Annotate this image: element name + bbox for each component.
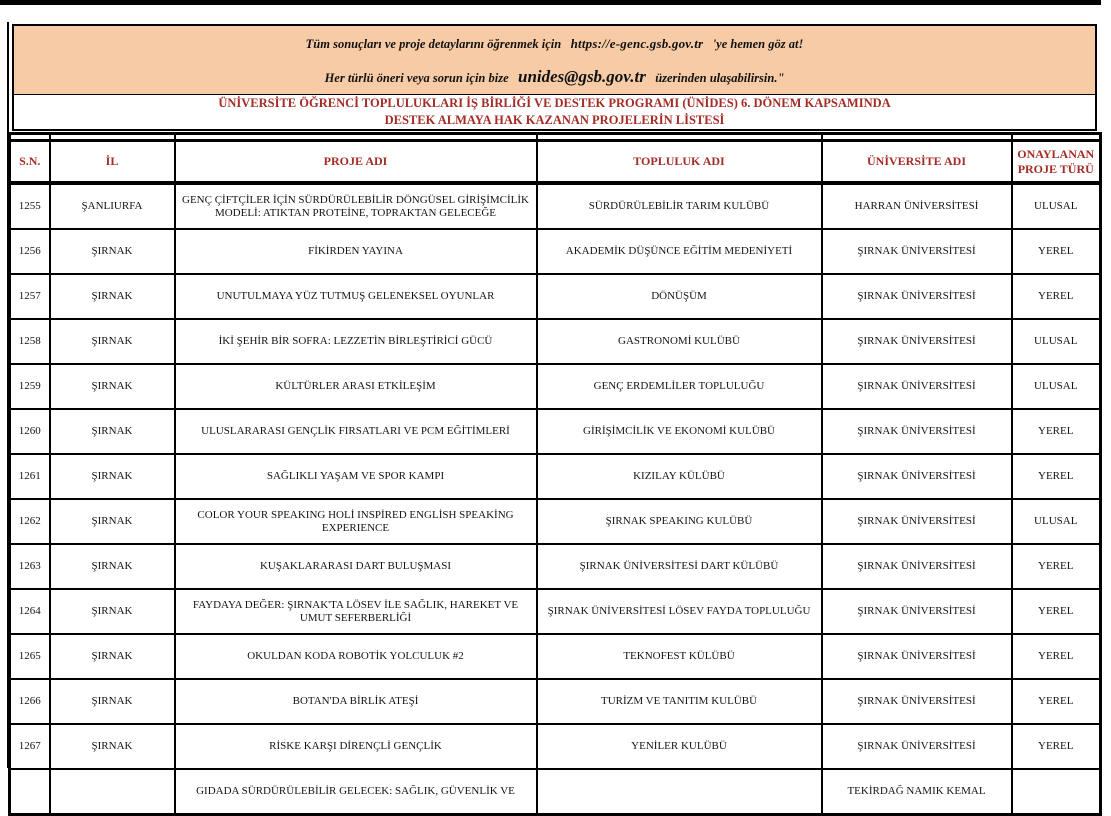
cell-sn: 1255	[10, 183, 50, 229]
cell-topluluk-adi: GENÇ ERDEMLİLER TOPLULUĞU	[537, 364, 822, 409]
cell-proje-turu: ULUSAL	[1012, 499, 1101, 544]
cell-il: ŞIRNAK	[50, 679, 175, 724]
cell-topluluk-adi: ŞIRNAK ÜNİVERSİTESİ LÖSEV FAYDA TOPLULUĞU	[537, 589, 822, 634]
cell-il: ŞANLIURFA	[50, 183, 175, 229]
cell-sn	[10, 769, 50, 815]
table-header-row	[10, 141, 1101, 184]
cell-universite-adi: ŞIRNAK ÜNİVERSİTESİ	[822, 499, 1012, 544]
cell-universite-adi: ŞIRNAK ÜNİVERSİTESİ	[822, 274, 1012, 319]
table-row	[10, 364, 1101, 409]
cell-proje-adi: GIDADA SÜRDÜRÜLEBİLİR GELECEK: SAĞLIK, GÜVENLİK VE	[175, 769, 537, 815]
table-row	[10, 274, 1101, 319]
cell-il: ŞIRNAK	[50, 409, 175, 454]
projects-table	[8, 132, 1102, 816]
table-row	[10, 409, 1101, 454]
cell-il: ŞIRNAK	[50, 499, 175, 544]
cell-universite-adi: ŞIRNAK ÜNİVERSİTESİ	[822, 634, 1012, 679]
cell-il: ŞIRNAK	[50, 364, 175, 409]
cell-proje-adi: UNUTULMAYA YÜZ TUTMUŞ GELENEKSEL OYUNLAR	[175, 274, 537, 319]
cell-proje-adi: ULUSLARARASI GENÇLİK FIRSATLARI VE PCM EĞİTİMLERİ	[175, 409, 537, 454]
cell-universite-adi: TEKİRDAĞ NAMIK KEMAL	[822, 769, 1012, 815]
cell-sn: 1266	[10, 679, 50, 724]
cell-topluluk-adi: AKADEMİK DÜŞÜNCE EĞİTİM MEDENİYETİ	[537, 229, 822, 274]
cell-proje-turu: ULUSAL	[1012, 183, 1101, 229]
cell-il: ŞIRNAK	[50, 319, 175, 364]
banner-line1-suffix: 'ye hemen göz at!	[712, 36, 804, 51]
spacer-row	[10, 134, 1101, 141]
table-row	[10, 183, 1101, 229]
cell-topluluk-adi: GASTRONOMİ KULÜBÜ	[537, 319, 822, 364]
cell-proje-turu: YEREL	[1012, 679, 1101, 724]
cell-topluluk-adi: SÜRDÜRÜLEBİLİR TARIM KULÜBÜ	[537, 183, 822, 229]
cell-sn: 1256	[10, 229, 50, 274]
title-line-1: ÜNİVERSİTE ÖĞRENCİ TOPLULUKLARI İŞ BİRLİĞİ VE DESTEK PROGRAMI (ÜNİDES) 6. DÖNEM KAPSAMINDA	[218, 96, 891, 111]
header-topluluk-adi: TOPLULUK ADI	[537, 141, 822, 184]
cell-proje-adi: OKULDAN KODA ROBOTİK YOLCULUK #2	[175, 634, 537, 679]
cell-proje-turu: YEREL	[1012, 634, 1101, 679]
cell-proje-adi: SAĞLIKLI YAŞAM VE SPOR KAMPI	[175, 454, 537, 499]
cell-sn: 1258	[10, 319, 50, 364]
cell-il: ŞIRNAK	[50, 454, 175, 499]
cell-il: ŞIRNAK	[50, 724, 175, 769]
header-il: İL	[50, 141, 175, 184]
table-row	[10, 769, 1101, 815]
info-banner	[12, 24, 1097, 98]
table-row	[10, 589, 1101, 634]
cell-proje-turu: YEREL	[1012, 229, 1101, 274]
cell-topluluk-adi: ŞIRNAK SPEAKING KULÜBÜ	[537, 499, 822, 544]
header-universite-adi: ÜNİVERSİTE ADI	[822, 141, 1012, 184]
cell-proje-turu: YEREL	[1012, 274, 1101, 319]
cell-universite-adi: ŞIRNAK ÜNİVERSİTESİ	[822, 544, 1012, 589]
table-row	[10, 724, 1101, 769]
cell-proje-turu: YEREL	[1012, 589, 1101, 634]
cell-proje-adi: KÜLTÜRLER ARASI ETKİLEŞİM	[175, 364, 537, 409]
cell-universite-adi: ŞIRNAK ÜNİVERSİTESİ	[822, 409, 1012, 454]
cell-universite-adi: ŞIRNAK ÜNİVERSİTESİ	[822, 229, 1012, 274]
cell-sn: 1264	[10, 589, 50, 634]
cell-sn: 1262	[10, 499, 50, 544]
cell-sn: 1261	[10, 454, 50, 499]
cell-topluluk-adi: TEKNOFEST KÜLÜBÜ	[537, 634, 822, 679]
egenc-url-link[interactable]: https://e-genc.gsb.gov.tr	[570, 35, 704, 51]
cell-proje-turu: YEREL	[1012, 724, 1101, 769]
cell-topluluk-adi: DÖNÜŞÜM	[537, 274, 822, 319]
cell-universite-adi: ŞIRNAK ÜNİVERSİTESİ	[822, 454, 1012, 499]
page-top-edge	[0, 0, 1101, 5]
cell-il: ŞIRNAK	[50, 544, 175, 589]
unides-email-link[interactable]: unides@gsb.gov.tr	[518, 66, 646, 86]
cell-il: ŞIRNAK	[50, 274, 175, 319]
header-proje-adi: PROJE ADI	[175, 141, 537, 184]
cell-proje-adi: COLOR YOUR SPEAKING HOLİ INSPİRED ENGLİSH SPEAKİNG EXPERIENCE	[175, 499, 537, 544]
table-row	[10, 454, 1101, 499]
banner-line2-suffix: üzerinden ulaşabilirsin."	[655, 70, 785, 85]
banner-line-1	[14, 36, 1095, 52]
cell-proje-turu: ULUSAL	[1012, 364, 1101, 409]
cell-proje-turu: ULUSAL	[1012, 319, 1101, 364]
cell-proje-adi: GENÇ ÇİFTÇİLER İÇİN SÜRDÜRÜLEBİLİR DÖNGÜSEL GİRİŞİMCİLİK MODELİ: ATIKTAN PROTEİNE, TOPRAKTAN GELECEĞE	[175, 183, 537, 229]
cell-proje-turu	[1012, 769, 1101, 815]
cell-sn: 1260	[10, 409, 50, 454]
cell-il: ŞIRNAK	[50, 634, 175, 679]
cell-sn: 1265	[10, 634, 50, 679]
cell-topluluk-adi: GİRİŞİMCİLİK VE EKONOMİ KULÜBÜ	[537, 409, 822, 454]
title-line-2: DESTEK ALMAYA HAK KAZANAN PROJELERİN LİSTESİ	[384, 113, 725, 127]
cell-proje-adi: BOTAN'DA BİRLİK ATEŞİ	[175, 679, 537, 724]
cell-proje-adi: FİKİRDEN YAYINA	[175, 229, 537, 274]
cell-universite-adi: ŞIRNAK ÜNİVERSİTESİ	[822, 679, 1012, 724]
cell-sn: 1257	[10, 274, 50, 319]
cell-il	[50, 769, 175, 815]
cell-proje-adi: İKİ ŞEHİR BİR SOFRA: LEZZETİN BİRLEŞTİRİCİ GÜCÜ	[175, 319, 537, 364]
cell-universite-adi: ŞIRNAK ÜNİVERSİTESİ	[822, 364, 1012, 409]
cell-proje-adi: KUŞAKLARARASI DART BULUŞMASI	[175, 544, 537, 589]
header-sn: S.N.	[10, 141, 50, 184]
table-row	[10, 319, 1101, 364]
cell-topluluk-adi: KIZILAY KÜLÜBÜ	[537, 454, 822, 499]
table-body	[10, 134, 1101, 815]
document-title	[12, 94, 1097, 131]
header-onaylanan-proje-turu: ONAYLANAN PROJE TÜRÜ	[1012, 141, 1101, 184]
cell-sn: 1263	[10, 544, 50, 589]
table-row	[10, 499, 1101, 544]
cell-topluluk-adi: ŞIRNAK ÜNİVERSİTESİ DART KÜLÜBÜ	[537, 544, 822, 589]
cell-proje-adi: RİSKE KARŞI DİRENÇLİ GENÇLİK	[175, 724, 537, 769]
cell-il: ŞIRNAK	[50, 229, 175, 274]
banner-line1-text: Tüm sonuçları ve proje detaylarını öğrenmek için	[305, 36, 562, 51]
cell-proje-turu: YEREL	[1012, 409, 1101, 454]
cell-universite-adi: ŞIRNAK ÜNİVERSİTESİ	[822, 589, 1012, 634]
table-row	[10, 544, 1101, 589]
table-row	[10, 679, 1101, 724]
cell-topluluk-adi	[537, 769, 822, 815]
banner-line2-text: Her türlü öneri veya sorun için bize	[324, 70, 509, 85]
cell-universite-adi: ŞIRNAK ÜNİVERSİTESİ	[822, 724, 1012, 769]
cell-universite-adi: HARRAN ÜNİVERSİTESİ	[822, 183, 1012, 229]
cell-universite-adi: ŞIRNAK ÜNİVERSİTESİ	[822, 319, 1012, 364]
cell-proje-turu: YEREL	[1012, 454, 1101, 499]
cell-sn: 1267	[10, 724, 50, 769]
cell-topluluk-adi: TURİZM VE TANITIM KULÜBÜ	[537, 679, 822, 724]
table-row	[10, 229, 1101, 274]
banner-line-2	[14, 67, 1095, 87]
table-row	[10, 634, 1101, 679]
cell-proje-turu: YEREL	[1012, 544, 1101, 589]
cell-il: ŞIRNAK	[50, 589, 175, 634]
cell-sn: 1259	[10, 364, 50, 409]
cell-proje-adi: FAYDAYA DEĞER: ŞIRNAK'TA LÖSEV İLE SAĞLIK, HAREKET VE UMUT SEFERBERLİĞİ	[175, 589, 537, 634]
cell-topluluk-adi: YENİLER KULÜBÜ	[537, 724, 822, 769]
